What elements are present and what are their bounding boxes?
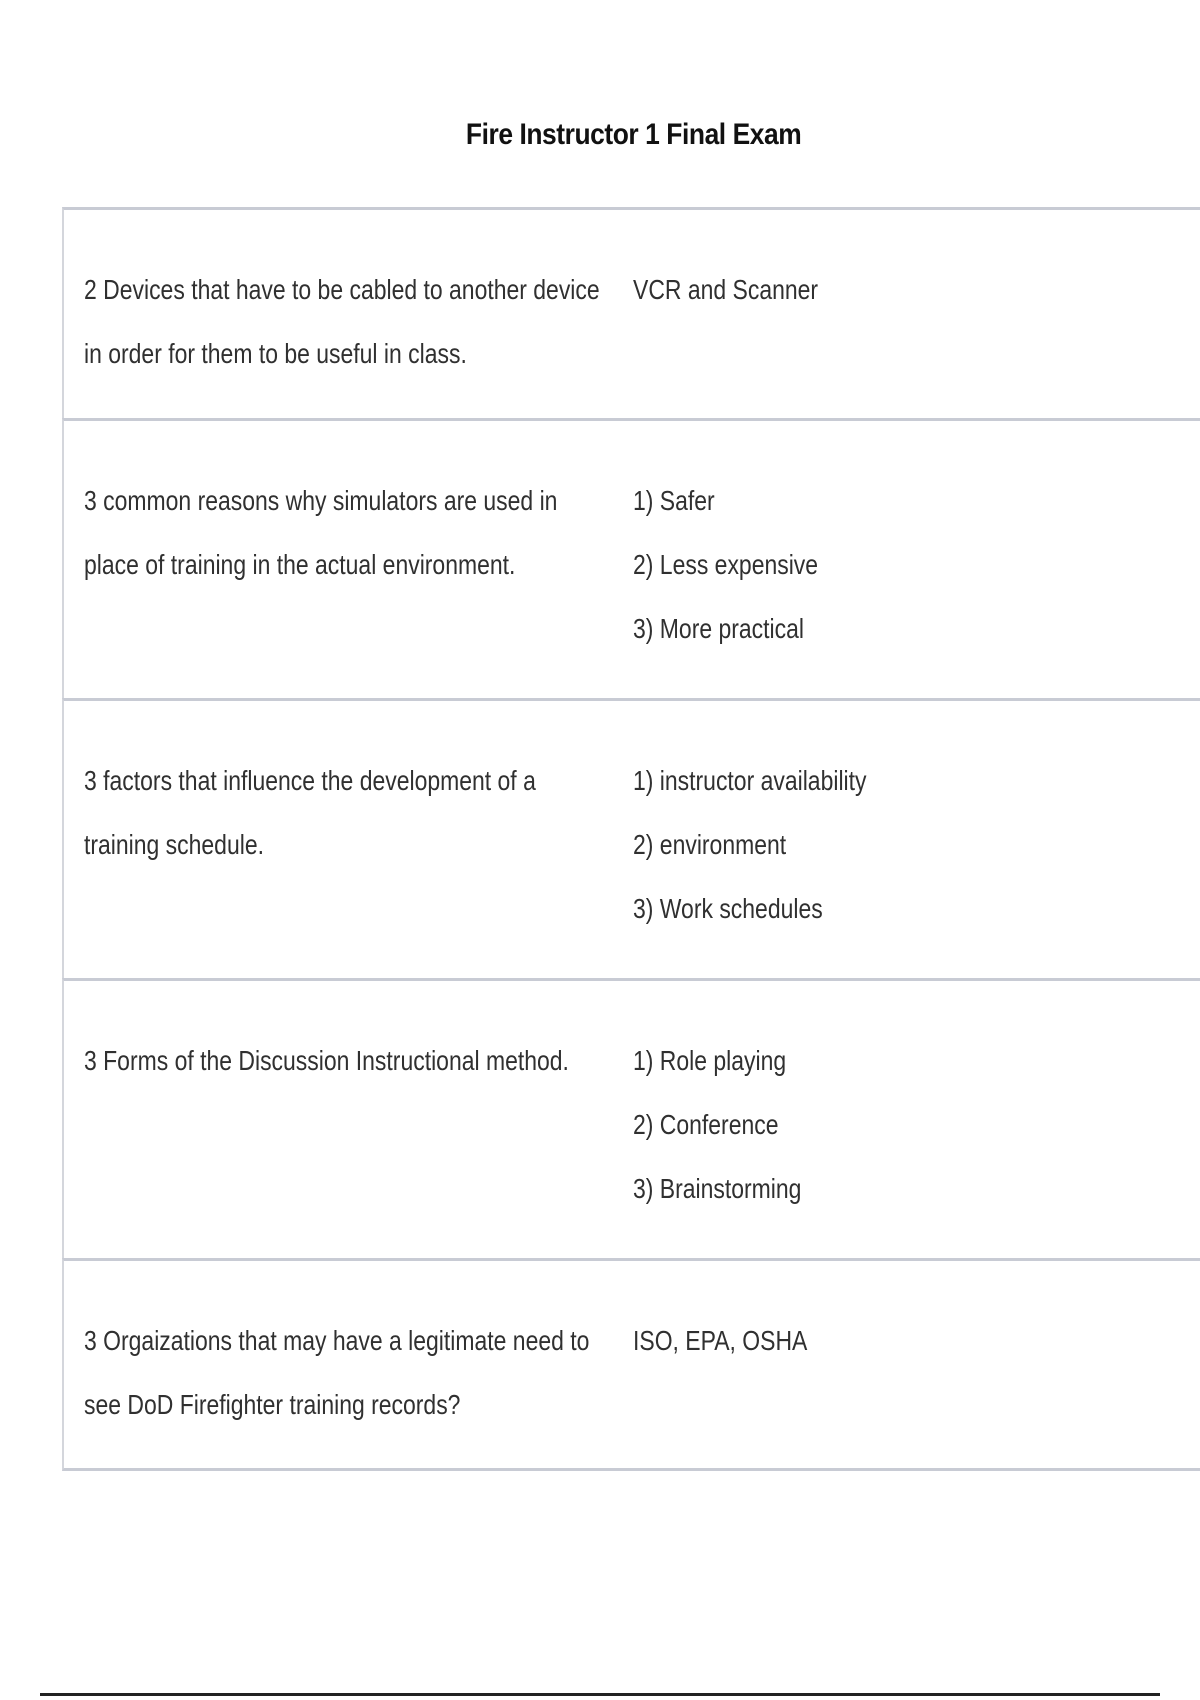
definition-line: ISO, EPA, OSHA (633, 1325, 808, 1356)
flashcard (62, 418, 1200, 698)
flashcard (62, 207, 1200, 418)
card-definition (633, 469, 818, 661)
card-term: 3 common reasons why simulators are used in place of training in the actual environment. (84, 485, 558, 580)
definition-line: VCR and Scanner (633, 274, 819, 305)
definition-line: 2) environment (633, 829, 787, 860)
card-definition (633, 1029, 801, 1221)
footer-divider (40, 1693, 1160, 1696)
card-definition (633, 1309, 807, 1373)
card-definition (633, 749, 867, 941)
page-title: Fire Instructor 1 Final Exam (465, 118, 802, 151)
flashcard (62, 698, 1200, 978)
flashcard-list (62, 207, 1200, 1471)
card-term: 2 Devices that have to be cabled to another device in order for them to be useful in class. (84, 274, 600, 369)
definition-line: 1) instructor availability (633, 765, 867, 796)
definition-line: 1) Role playing (633, 1045, 787, 1076)
definition-line: 1) Safer (633, 485, 715, 516)
definition-line: 3) More practical (633, 613, 804, 644)
flashcard (62, 1258, 1200, 1471)
card-term: 3 factors that influence the development of a training schedule. (84, 765, 536, 860)
definition-line: 3) Brainstorming (633, 1173, 802, 1204)
flashcard (62, 978, 1200, 1258)
card-definition (633, 258, 818, 322)
definition-line: 2) Less expensive (633, 549, 819, 580)
definition-line: 2) Conference (633, 1109, 779, 1140)
card-term: 3 Forms of the Discussion Instructional method. (84, 1045, 569, 1076)
card-term: 3 Orgaizations that may have a legitimate need to see DoD Firefighter training records? (84, 1325, 590, 1420)
definition-line: 3) Work schedules (633, 893, 823, 924)
